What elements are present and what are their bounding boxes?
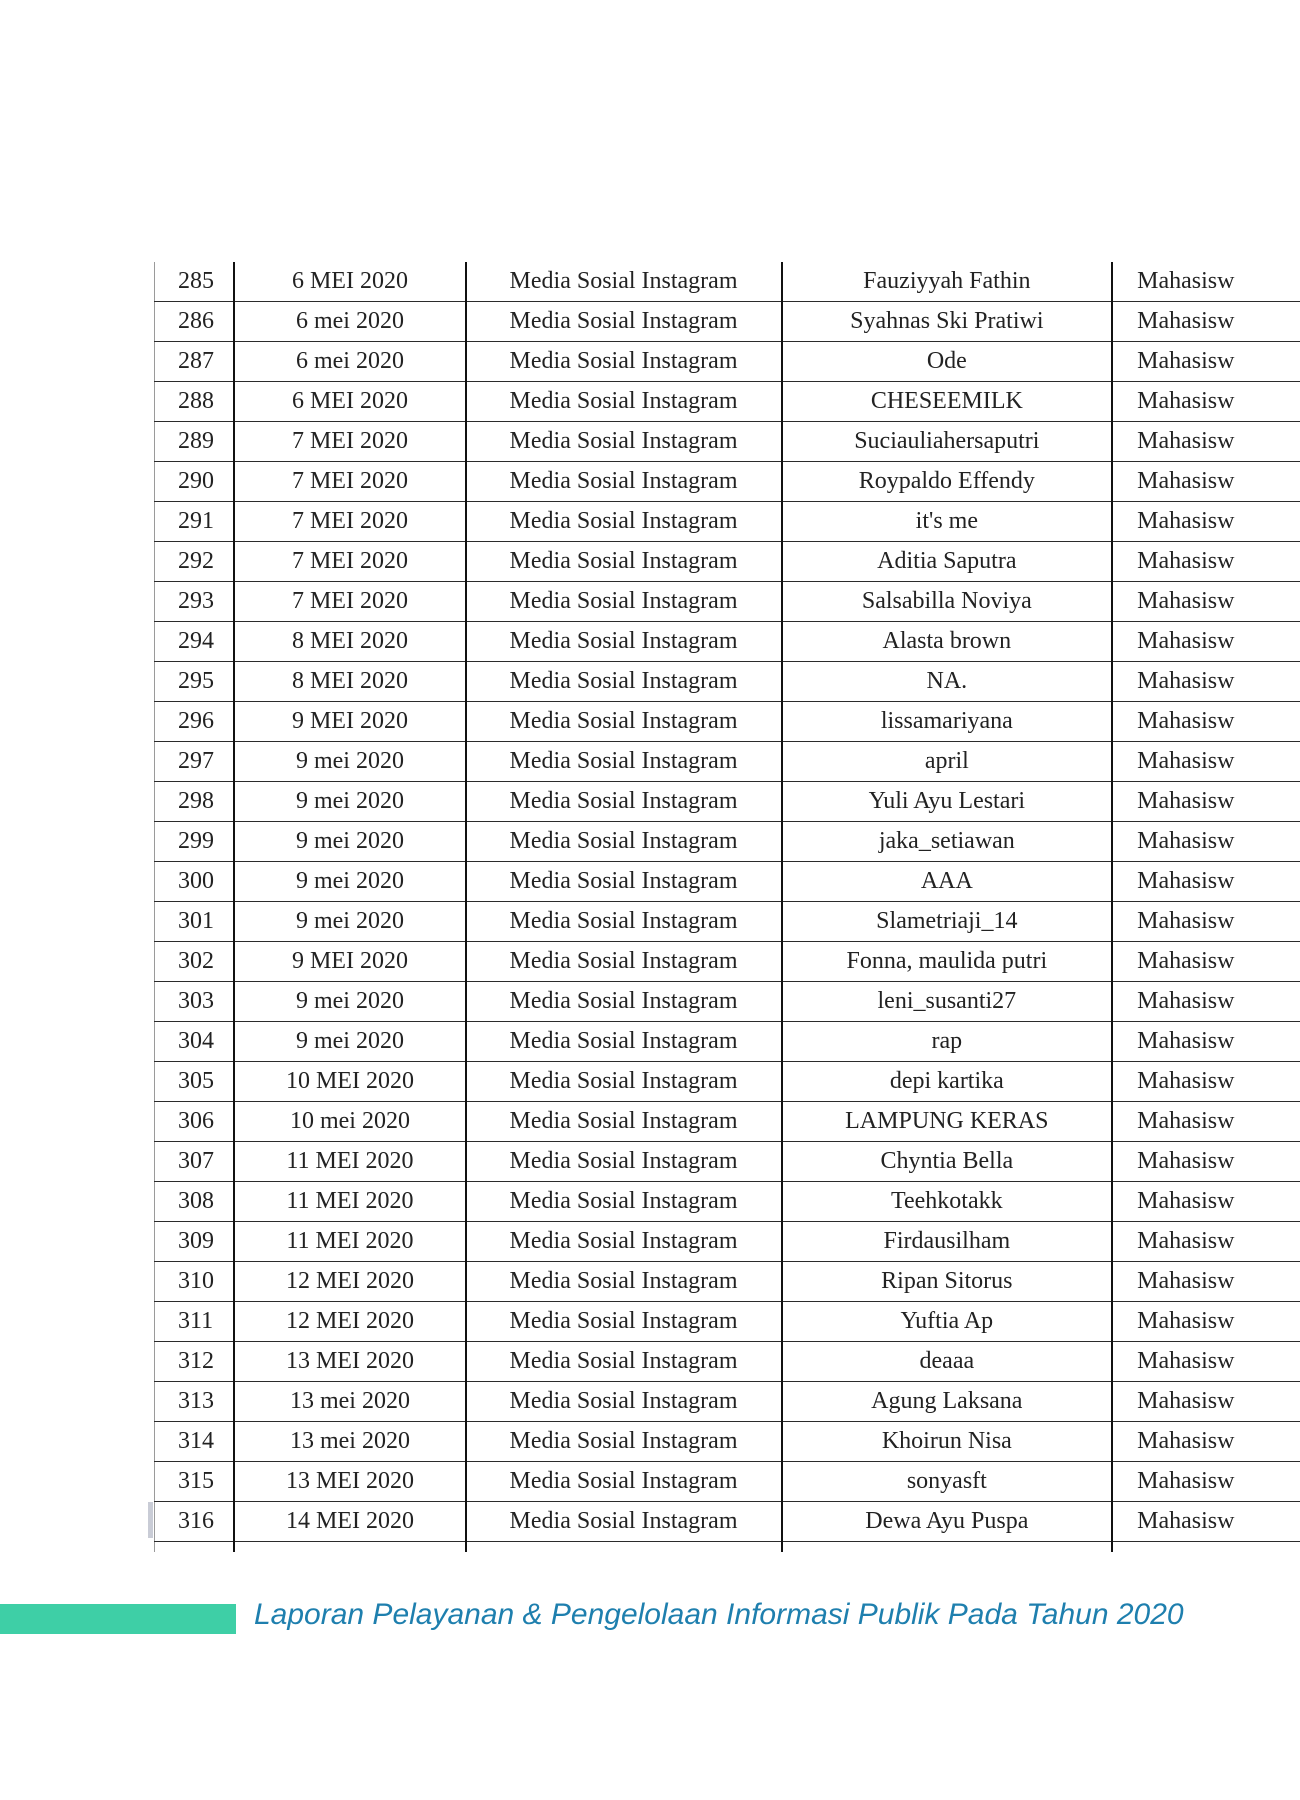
row-number-cell: 303	[154, 982, 234, 1022]
row-number-cell: 297	[154, 742, 234, 782]
occupation-cell: Mahasisw	[1112, 862, 1300, 902]
source-cell: Media Sosial Instagram	[466, 1062, 782, 1102]
table-row	[154, 1462, 1300, 1502]
occupation-cell: Mahasisw	[1112, 1182, 1300, 1222]
table-row	[154, 1222, 1300, 1262]
table-row	[154, 1262, 1300, 1302]
table-row	[154, 1502, 1300, 1542]
name-cell: sonyasft	[782, 1462, 1113, 1502]
date-cell: 12 MEI 2020	[234, 1262, 465, 1302]
date-cell: 9 mei 2020	[234, 982, 465, 1022]
source-cell: Media Sosial Instagram	[466, 1142, 782, 1182]
empty-cell	[466, 1542, 782, 1553]
name-cell: depi kartika	[782, 1062, 1113, 1102]
name-cell: Roypaldo Effendy	[782, 462, 1113, 502]
source-cell: Media Sosial Instagram	[466, 422, 782, 462]
occupation-cell: Mahasisw	[1112, 1062, 1300, 1102]
name-cell: Yuftia Ap	[782, 1302, 1113, 1342]
date-cell: 11 MEI 2020	[234, 1182, 465, 1222]
source-cell: Media Sosial Instagram	[466, 742, 782, 782]
empty-cell	[1112, 1542, 1300, 1553]
date-cell: 6 mei 2020	[234, 302, 465, 342]
date-cell: 13 mei 2020	[234, 1382, 465, 1422]
row-number-cell: 294	[154, 622, 234, 662]
date-cell: 6 MEI 2020	[234, 382, 465, 422]
occupation-cell: Mahasisw	[1112, 662, 1300, 702]
date-cell: 6 MEI 2020	[234, 262, 465, 302]
table-row	[154, 942, 1300, 982]
date-cell: 9 mei 2020	[234, 902, 465, 942]
source-cell: Media Sosial Instagram	[466, 1262, 782, 1302]
row-number-cell: 305	[154, 1062, 234, 1102]
occupation-cell: Mahasisw	[1112, 782, 1300, 822]
row-number-cell: 313	[154, 1382, 234, 1422]
date-cell: 12 MEI 2020	[234, 1302, 465, 1342]
source-cell: Media Sosial Instagram	[466, 262, 782, 302]
name-cell: Fonna, maulida putri	[782, 942, 1113, 982]
occupation-cell: Mahasisw	[1112, 342, 1300, 382]
row-number-cell: 292	[154, 542, 234, 582]
table-row	[154, 1102, 1300, 1142]
occupation-cell: Mahasisw	[1112, 982, 1300, 1022]
occupation-cell: Mahasisw	[1112, 1342, 1300, 1382]
table-row	[154, 822, 1300, 862]
row-number-cell: 300	[154, 862, 234, 902]
row-number-cell: 295	[154, 662, 234, 702]
name-cell: Alasta brown	[782, 622, 1113, 662]
row-number-cell: 299	[154, 822, 234, 862]
date-cell: 10 MEI 2020	[234, 1062, 465, 1102]
empty-cell	[234, 1542, 465, 1553]
occupation-cell: Mahasisw	[1112, 422, 1300, 462]
name-cell: Firdausilham	[782, 1222, 1113, 1262]
footer-report-title: Laporan Pelayanan & Pengelolaan Informasi Publik Pada Tahun 2020	[254, 1598, 1184, 1631]
occupation-cell: Mahasisw	[1112, 1142, 1300, 1182]
table-row	[154, 1382, 1300, 1422]
source-cell: Media Sosial Instagram	[466, 382, 782, 422]
date-cell: 13 MEI 2020	[234, 1462, 465, 1502]
name-cell: Syahnas Ski Pratiwi	[782, 302, 1113, 342]
row-number-cell: 308	[154, 1182, 234, 1222]
source-cell: Media Sosial Instagram	[466, 1302, 782, 1342]
row-number-cell: 289	[154, 422, 234, 462]
occupation-cell: Mahasisw	[1112, 822, 1300, 862]
date-cell: 7 MEI 2020	[234, 542, 465, 582]
table-row	[154, 1062, 1300, 1102]
table-row	[154, 702, 1300, 742]
table-row	[154, 462, 1300, 502]
name-cell: deaaa	[782, 1342, 1113, 1382]
source-cell: Media Sosial Instagram	[466, 462, 782, 502]
table-row	[154, 302, 1300, 342]
table-row	[154, 622, 1300, 662]
occupation-cell: Mahasisw	[1112, 942, 1300, 982]
source-cell: Media Sosial Instagram	[466, 1102, 782, 1142]
source-cell: Media Sosial Instagram	[466, 702, 782, 742]
occupation-cell: Mahasisw	[1112, 382, 1300, 422]
name-cell: LAMPUNG KERAS	[782, 1102, 1113, 1142]
table-row	[154, 422, 1300, 462]
row-number-cell: 309	[154, 1222, 234, 1262]
name-cell: rap	[782, 1022, 1113, 1062]
table-row	[154, 262, 1300, 302]
row-number-cell: 298	[154, 782, 234, 822]
row-number-cell: 285	[154, 262, 234, 302]
occupation-cell: Mahasisw	[1112, 1222, 1300, 1262]
source-cell: Media Sosial Instagram	[466, 582, 782, 622]
row-number-cell: 291	[154, 502, 234, 542]
occupation-cell: Mahasisw	[1112, 902, 1300, 942]
row-number-cell: 315	[154, 1462, 234, 1502]
row-number-cell: 311	[154, 1302, 234, 1342]
row-number-cell: 290	[154, 462, 234, 502]
occupation-cell: Mahasisw	[1112, 742, 1300, 782]
source-cell: Media Sosial Instagram	[466, 542, 782, 582]
name-cell: Fauziyyah Fathin	[782, 262, 1113, 302]
name-cell: Slametriaji_14	[782, 902, 1113, 942]
date-cell: 14 MEI 2020	[234, 1502, 465, 1542]
source-cell: Media Sosial Instagram	[466, 622, 782, 662]
name-cell: Dewa Ayu Puspa	[782, 1502, 1113, 1542]
source-cell: Media Sosial Instagram	[466, 782, 782, 822]
date-cell: 7 MEI 2020	[234, 582, 465, 622]
table-row	[154, 1022, 1300, 1062]
row-number-cell: 310	[154, 1262, 234, 1302]
date-cell: 8 MEI 2020	[234, 662, 465, 702]
occupation-cell: Mahasisw	[1112, 502, 1300, 542]
source-cell: Media Sosial Instagram	[466, 1502, 782, 1542]
source-cell: Media Sosial Instagram	[466, 822, 782, 862]
date-cell: 7 MEI 2020	[234, 462, 465, 502]
source-cell: Media Sosial Instagram	[466, 1342, 782, 1382]
occupation-cell: Mahasisw	[1112, 1102, 1300, 1142]
table-row	[154, 782, 1300, 822]
date-cell: 13 mei 2020	[234, 1422, 465, 1462]
source-cell: Media Sosial Instagram	[466, 662, 782, 702]
data-sheet	[154, 262, 1300, 1552]
row-number-cell: 296	[154, 702, 234, 742]
row-number-cell: 293	[154, 582, 234, 622]
date-cell: 10 mei 2020	[234, 1102, 465, 1142]
empty-cell	[782, 1542, 1113, 1553]
name-cell: leni_susanti27	[782, 982, 1113, 1022]
date-cell: 9 mei 2020	[234, 822, 465, 862]
occupation-cell: Mahasisw	[1112, 1022, 1300, 1062]
row-number-cell: 301	[154, 902, 234, 942]
table-row	[154, 742, 1300, 782]
name-cell: Aditia Saputra	[782, 542, 1113, 582]
occupation-cell: Mahasisw	[1112, 542, 1300, 582]
table-row	[154, 542, 1300, 582]
footer-accent-bar	[0, 1604, 236, 1634]
occupation-cell: Mahasisw	[1112, 302, 1300, 342]
row-number-cell: 286	[154, 302, 234, 342]
row-number-cell: 304	[154, 1022, 234, 1062]
occupation-cell: Mahasisw	[1112, 1262, 1300, 1302]
date-cell: 9 mei 2020	[234, 782, 465, 822]
table-row	[154, 582, 1300, 622]
name-cell: april	[782, 742, 1113, 782]
source-cell: Media Sosial Instagram	[466, 502, 782, 542]
name-cell: Teehkotakk	[782, 1182, 1113, 1222]
name-cell: lissamariyana	[782, 702, 1113, 742]
occupation-cell: Mahasisw	[1112, 262, 1300, 302]
date-cell: 9 mei 2020	[234, 862, 465, 902]
source-cell: Media Sosial Instagram	[466, 1382, 782, 1422]
table-row	[154, 502, 1300, 542]
name-cell: Khoirun Nisa	[782, 1422, 1113, 1462]
row-selection-marker	[148, 1502, 153, 1538]
occupation-cell: Mahasisw	[1112, 702, 1300, 742]
occupation-cell: Mahasisw	[1112, 1502, 1300, 1542]
table-row	[154, 382, 1300, 422]
source-cell: Media Sosial Instagram	[466, 982, 782, 1022]
date-cell: 9 mei 2020	[234, 742, 465, 782]
name-cell: Yuli Ayu Lestari	[782, 782, 1113, 822]
requests-table-body	[154, 262, 1300, 1552]
source-cell: Media Sosial Instagram	[466, 1182, 782, 1222]
row-number-cell: 312	[154, 1342, 234, 1382]
name-cell: Ripan Sitorus	[782, 1262, 1113, 1302]
name-cell: Agung Laksana	[782, 1382, 1113, 1422]
date-cell: 13 MEI 2020	[234, 1342, 465, 1382]
table-row	[154, 1342, 1300, 1382]
name-cell: Ode	[782, 342, 1113, 382]
source-cell: Media Sosial Instagram	[466, 302, 782, 342]
occupation-cell: Mahasisw	[1112, 1382, 1300, 1422]
source-cell: Media Sosial Instagram	[466, 1422, 782, 1462]
table-row	[154, 1302, 1300, 1342]
table-row-partial	[154, 1542, 1300, 1553]
requests-table	[154, 262, 1300, 1552]
table-row	[154, 902, 1300, 942]
name-cell: Salsabilla Noviya	[782, 582, 1113, 622]
occupation-cell: Mahasisw	[1112, 622, 1300, 662]
source-cell: Media Sosial Instagram	[466, 942, 782, 982]
occupation-cell: Mahasisw	[1112, 1302, 1300, 1342]
source-cell: Media Sosial Instagram	[466, 862, 782, 902]
name-cell: it's me	[782, 502, 1113, 542]
row-number-cell: 287	[154, 342, 234, 382]
table-row	[154, 1182, 1300, 1222]
name-cell: Chyntia Bella	[782, 1142, 1113, 1182]
name-cell: Suciauliahersaputri	[782, 422, 1113, 462]
table-row	[154, 1422, 1300, 1462]
table-row	[154, 342, 1300, 382]
table-row	[154, 862, 1300, 902]
occupation-cell: Mahasisw	[1112, 1462, 1300, 1502]
source-cell: Media Sosial Instagram	[466, 1222, 782, 1262]
name-cell: AAA	[782, 862, 1113, 902]
row-number-cell: 306	[154, 1102, 234, 1142]
row-number-cell: 307	[154, 1142, 234, 1182]
date-cell: 8 MEI 2020	[234, 622, 465, 662]
row-number-cell: 288	[154, 382, 234, 422]
table-row	[154, 982, 1300, 1022]
source-cell: Media Sosial Instagram	[466, 1462, 782, 1502]
occupation-cell: Mahasisw	[1112, 582, 1300, 622]
date-cell: 9 mei 2020	[234, 1022, 465, 1062]
date-cell: 7 MEI 2020	[234, 422, 465, 462]
empty-cell	[154, 1542, 234, 1553]
row-number-cell: 316	[154, 1502, 234, 1542]
date-cell: 11 MEI 2020	[234, 1142, 465, 1182]
source-cell: Media Sosial Instagram	[466, 902, 782, 942]
row-number-cell: 302	[154, 942, 234, 982]
source-cell: Media Sosial Instagram	[466, 1022, 782, 1062]
row-number-cell: 314	[154, 1422, 234, 1462]
source-cell: Media Sosial Instagram	[466, 342, 782, 382]
date-cell: 7 MEI 2020	[234, 502, 465, 542]
date-cell: 11 MEI 2020	[234, 1222, 465, 1262]
date-cell: 9 MEI 2020	[234, 702, 465, 742]
table-row	[154, 1142, 1300, 1182]
name-cell: CHESEEMILK	[782, 382, 1113, 422]
occupation-cell: Mahasisw	[1112, 462, 1300, 502]
occupation-cell: Mahasisw	[1112, 1422, 1300, 1462]
name-cell: jaka_setiawan	[782, 822, 1113, 862]
table-row	[154, 662, 1300, 702]
name-cell: NA.	[782, 662, 1113, 702]
date-cell: 9 MEI 2020	[234, 942, 465, 982]
date-cell: 6 mei 2020	[234, 342, 465, 382]
